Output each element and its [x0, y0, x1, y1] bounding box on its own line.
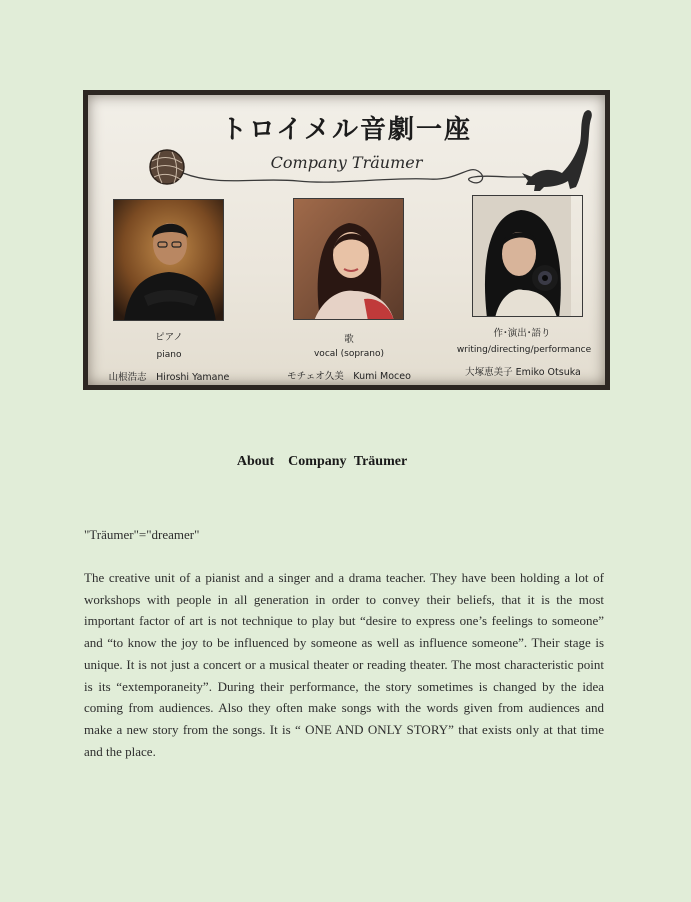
dreamer-definition: "Träumer"="dreamer": [84, 527, 200, 542]
cat-silhouette-icon: [522, 110, 592, 191]
portrait-soprano: [293, 198, 404, 320]
about-heading: About Company Träumer: [236, 454, 408, 469]
banner-title: トロイメル音劇一座: [221, 115, 472, 145]
member-2-name: モチェオ久美 Kumi Moceo: [287, 371, 411, 382]
member-3-role-en: writing/directing/performance: [456, 345, 592, 355]
portrait-director: [472, 195, 583, 317]
about-paragraph: The creative unit of a pianist and a singer and a drama teacher. They have been holding a lot of workshops with people in all generation in order to convey their beliefs, that it is the most important factor of art is not technique to play but “desire to express one’s feelings to someone” and “to know the joy to be influenced by someone as well as influence someone”. Their stage is unique. It is not just a concert or a musical theater or reading theater. The most characteristic point is its “extemporaneity”. During their performance, the story sometimes is changed by the idea coming from audiences. Also they often make songs with the words given from audiences and make a new story from the songs. It is “ ONE AND ONLY STORY” that exists only at that time and the place.: [84, 570, 604, 759]
banner-subtitle: Company Träumer: [270, 153, 423, 172]
company-banner: [83, 90, 610, 390]
member-3-role-jp: 作･演出･語り: [493, 328, 551, 339]
banner-paper: [88, 95, 605, 385]
member-2-role-jp: 歌: [344, 334, 354, 345]
member-2-role-en: vocal (soprano): [313, 349, 384, 359]
member-3-name: 大塚恵美子 Emiko Otsuka: [465, 367, 581, 378]
portrait-pianist: [113, 199, 224, 321]
member-1-name: 山根浩志 Hiroshi Yamane: [108, 372, 230, 383]
member-1-role-en: piano: [156, 350, 182, 360]
member-1-role-jp: ピアノ: [155, 332, 183, 343]
yarn-ball-icon: [150, 150, 184, 184]
yarn-string: [183, 170, 536, 183]
